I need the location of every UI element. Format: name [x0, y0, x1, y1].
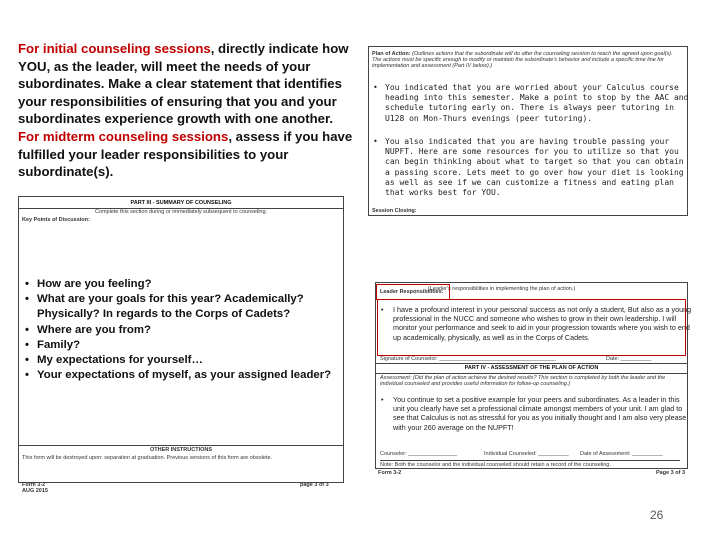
bullet-dot-icon: • — [381, 395, 384, 404]
summary-of-counseling-form — [18, 196, 344, 483]
key-point-item: • Family? — [25, 338, 345, 353]
intro-initial-heading: For initial counseling sessions — [18, 41, 211, 56]
other-instructions-divider — [19, 445, 343, 446]
key-point-item: • What are your goals for this year? Academically? Physically? In regards to the Corps of Cadets? — [25, 292, 345, 322]
counselor-signature-line: Signature of Counselor: ______________________________________ — [380, 356, 556, 362]
summary-form-number: Form 3-2 AUG 2015 — [22, 482, 48, 494]
leader-resp-text-highlight-box — [377, 299, 686, 356]
intro-midterm-body: , assess if you have fulfilled your leader responsibilities to your subordinate(s). — [18, 128, 353, 180]
bullet-dot-icon: • — [373, 137, 378, 146]
individual-counseled-line: Individual Counseled: __________ — [484, 451, 569, 457]
part-iv-header: PART IV - ASSESSMENT OF THE PLAN OF ACTION — [376, 363, 687, 374]
key-point-item: • Your expectations of myself, as your assigned leader? — [25, 368, 345, 383]
assessment-bullet — [381, 395, 693, 432]
intro-text — [18, 40, 358, 181]
key-points-label: Key Points of Discussion: — [22, 217, 90, 223]
key-point-item: • Where are you from? — [25, 323, 345, 338]
session-closing-label: Session Closing: — [372, 208, 417, 214]
plan-of-action-header — [372, 51, 682, 69]
summary-header: PART III - SUMMARY OF COUNSELING — [19, 199, 343, 209]
plan-bullet-2 — [373, 137, 693, 198]
intro-midterm-heading: For midterm counseling sessions — [18, 128, 229, 144]
leader-resp-text: I have a profound interest in your personal success as not only a student, But also as a young professional in the NUCC and someone who wishes to grow in their own leadership. I will monitor your performance and seek to aid in your progression towards where you wish to end up academically, physically, as well as in the Corps of Cadets. — [393, 305, 692, 342]
signature-date-line: Date: __________ — [606, 356, 652, 362]
other-instructions-header: OTHER INSTRUCTIONS — [149, 447, 213, 453]
plan-bullet-1-text: You indicated that you are worried about your Calculus course heading into this semester. Make a point to stop by the AAC and schedule tutoring early on. There is always peer tutoring in U128 on Mon-Thurs evenings (peer tutoring). — [385, 83, 689, 123]
leader-resp-label: Leader Responsibilities: — [380, 289, 444, 295]
key-points-list — [25, 277, 345, 383]
leader-resp-highlight-box — [376, 284, 450, 300]
bullet-dot-icon: • — [373, 83, 378, 92]
key-point-item: • How are you feeling? — [25, 277, 345, 292]
leader-form-number: Form 3-2 — [378, 470, 402, 476]
counselor-line: Counselor: ________________ — [380, 451, 458, 457]
plan-of-action-form — [368, 46, 688, 216]
summary-page-label: page 3 of 3 — [300, 482, 329, 488]
assessment-instructions: Assessment: (Did the plan of action achieve the desired results? This section is completed by both the leader and the individual counseled and provides useful information for follow-up counseling.) — [380, 375, 666, 387]
assessment-date-line: Date of Assessment: __________ — [580, 451, 663, 457]
key-point-item: • My expectations for yourself… — [25, 353, 345, 368]
plan-bullet-2-text: You also indicated that you are having trouble passing your NUPFT. Here are some resources for you to utilize so that you can begin thinking about what to target so that you can obtain a passing score. Lets meet to go over how your diet is looking as well as see if we can customize a fitness and eating plan that works best for YOU. — [385, 137, 684, 198]
plan-of-action-instructions: (Outlines actions that the subordinate will do after the counseling session to reach the agreed upon goal(s). The actions must be specific enough to modify or maintain the subordinate's behavior and include a specific time line for implementation and assessment (Part IV below).) — [372, 51, 673, 69]
slide-number: 26 — [650, 508, 664, 522]
leader-page-label: Page 3 of 3 — [656, 470, 686, 476]
summary-subheader: Complete this section during or immediately subsequent to counseling. — [94, 209, 268, 215]
intro-initial-body: , directly indicate how YOU, as the leader, will meet the needs of your subordinates. Make a clear statement that identifies your responsibilities of ensuring that you and your subordinates experience growth with one another. — [18, 41, 349, 127]
other-instructions-text: This form will be destroyed upon: separation at graduation. Previous versions of this form are obsolete. — [22, 455, 273, 461]
plan-of-action-label: Plan of Action: — [372, 51, 411, 57]
plan-bullet-1 — [373, 83, 693, 124]
bullet-dot-icon: • — [381, 305, 384, 314]
leader-resp-instructions: (Leader's responsibilities in implementing the plan of action.) — [428, 286, 576, 292]
retain-record-note: Note: Both the counselor and the individual counseled should retain a record of the counseling. — [380, 460, 680, 468]
assessment-text: You continue to set a positive example for your peers and subordinates. As a leader in this unit you clearly have set a professional climate amongst members of your unit. I am glad to see that Calculus is not as stressful for you as you initially thought and I am also very please with your 260 average on the NUPFT! — [393, 395, 687, 432]
